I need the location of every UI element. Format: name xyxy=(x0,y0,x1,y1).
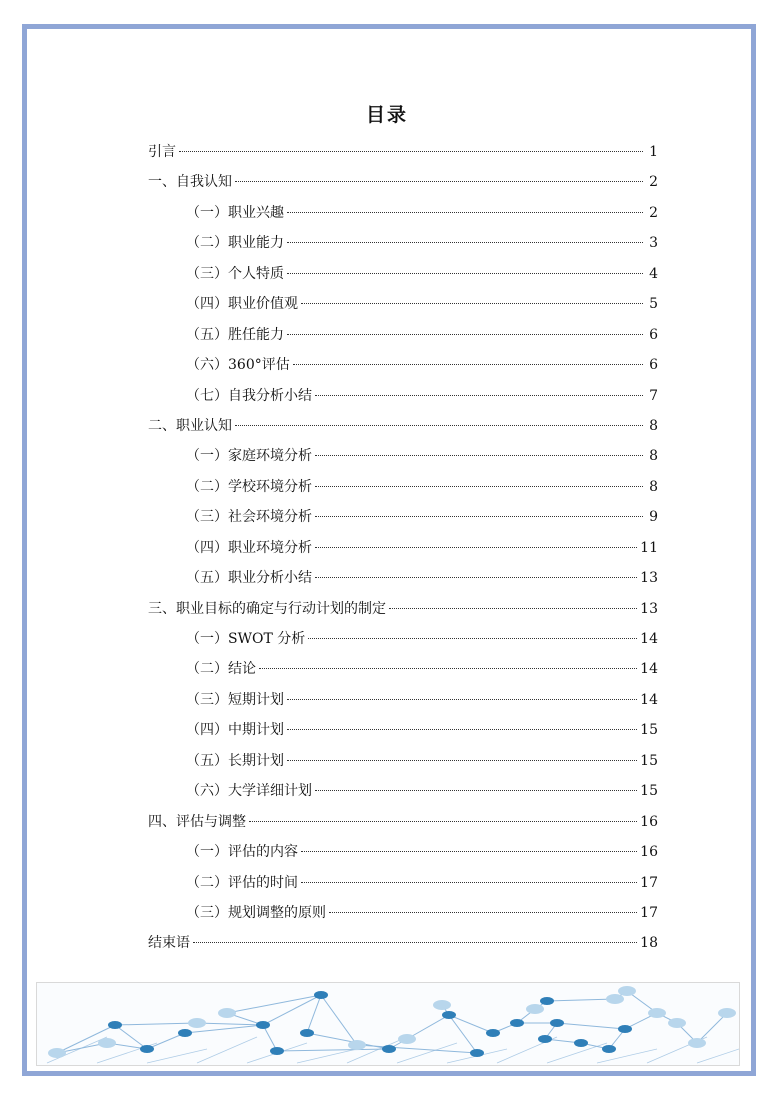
toc-entry[interactable] xyxy=(148,536,658,566)
toc-leader-dots xyxy=(301,303,643,304)
toc-entry-label: 引言 xyxy=(148,144,176,160)
toc-leader-dots xyxy=(259,668,637,669)
toc-entry[interactable] xyxy=(148,444,658,474)
toc-entry[interactable] xyxy=(148,262,658,292)
network-edge xyxy=(147,1049,207,1063)
toc-leader-dots xyxy=(179,151,643,152)
network-node xyxy=(314,991,328,999)
toc-entry[interactable] xyxy=(148,475,658,505)
toc-entry-label: （二）结论 xyxy=(186,661,256,678)
network-edge xyxy=(263,1025,277,1051)
network-node xyxy=(486,1029,500,1037)
toc-entry-label: （二）评估的时间 xyxy=(186,874,298,891)
network-node xyxy=(538,1035,552,1043)
toc-entry[interactable] xyxy=(148,292,658,322)
toc-entry-label: （一）家庭环境分析 xyxy=(186,448,312,465)
toc-page-number: 8 xyxy=(649,448,658,465)
network-edge xyxy=(407,1015,449,1039)
toc-entry-label: （六）大学详细计划 xyxy=(186,783,312,800)
toc-entry[interactable] xyxy=(148,627,658,657)
toc-entry-label: （五）长期计划 xyxy=(186,752,284,769)
network-node xyxy=(618,986,636,996)
toc-entry-label: （六）360°评估 xyxy=(186,357,290,374)
toc-entry-label: （四）职业环境分析 xyxy=(186,539,312,556)
network-node xyxy=(382,1045,396,1053)
network-node xyxy=(540,997,554,1005)
network-node xyxy=(526,1004,544,1014)
network-node xyxy=(348,1040,366,1050)
network-edge xyxy=(557,1023,625,1029)
toc-page-number: 6 xyxy=(649,357,658,374)
toc-page-number: 13 xyxy=(640,600,658,617)
toc-entry[interactable] xyxy=(148,140,658,170)
toc-entry[interactable] xyxy=(148,414,658,444)
toc-page-number: 14 xyxy=(640,631,658,647)
network-edge xyxy=(297,1049,357,1063)
toc-entry-label: （三）个人特质 xyxy=(186,265,284,282)
toc-page-number: 14 xyxy=(640,661,658,678)
network-node xyxy=(108,1021,122,1029)
network-node xyxy=(218,1008,236,1018)
toc-entry[interactable] xyxy=(148,201,658,231)
toc-entry-label: 二、职业认知 xyxy=(148,417,232,434)
toc-entry[interactable] xyxy=(148,505,658,535)
toc-page-number: 17 xyxy=(640,874,658,891)
toc-entry-label: （七）自我分析小结 xyxy=(186,387,312,404)
toc-entry[interactable] xyxy=(148,657,658,687)
toc-leader-dots xyxy=(389,608,637,609)
network-node xyxy=(98,1038,116,1048)
toc-page-number: 18 xyxy=(640,935,658,952)
toc-entry[interactable] xyxy=(148,384,658,414)
network-node xyxy=(433,1000,451,1010)
toc-entry[interactable] xyxy=(148,901,658,931)
toc-entry[interactable] xyxy=(148,779,658,809)
toc-page-number: 1 xyxy=(649,144,658,160)
toc-leader-dots xyxy=(301,882,637,883)
network-edge xyxy=(227,995,321,1013)
toc-leader-dots xyxy=(315,486,643,487)
network-node xyxy=(188,1018,206,1028)
toc-leader-dots xyxy=(287,729,637,730)
toc-page-number: 7 xyxy=(649,387,658,404)
network-decoration-banner xyxy=(36,982,740,1066)
network-node xyxy=(178,1029,192,1037)
toc-leader-dots xyxy=(249,821,637,822)
toc-leader-dots xyxy=(287,760,637,761)
network-edge xyxy=(147,1033,185,1049)
toc-entry[interactable] xyxy=(148,749,658,779)
toc-page-number: 9 xyxy=(649,509,658,526)
toc-page-number: 15 xyxy=(640,722,658,739)
network-node xyxy=(718,1008,736,1018)
network-edge xyxy=(547,999,615,1001)
toc-leader-dots xyxy=(235,425,643,426)
network-node xyxy=(470,1049,484,1057)
network-node xyxy=(48,1048,66,1058)
network-edge xyxy=(277,1049,389,1051)
toc-page-number: 2 xyxy=(649,204,658,221)
toc-entry[interactable] xyxy=(148,871,658,901)
toc-leader-dots xyxy=(329,912,637,913)
toc-entry-label: （四）职业价值观 xyxy=(186,296,298,313)
toc-leader-dots xyxy=(287,273,643,274)
toc-entry-label: （二）学校环境分析 xyxy=(186,478,312,495)
network-node xyxy=(668,1018,686,1028)
toc-page-number: 13 xyxy=(640,570,658,587)
toc-entry-label: （一）评估的内容 xyxy=(186,844,298,861)
toc-entry-label: （三）短期计划 xyxy=(186,691,284,708)
toc-leader-dots xyxy=(293,364,643,365)
network-node xyxy=(510,1019,524,1027)
network-edge xyxy=(397,1043,457,1063)
toc-entry[interactable] xyxy=(148,931,658,961)
toc-entry[interactable] xyxy=(148,810,658,840)
network-edge xyxy=(197,1037,257,1063)
toc-page-number: 15 xyxy=(640,783,658,800)
network-node xyxy=(256,1021,270,1029)
network-edge xyxy=(321,995,357,1045)
toc-entry-label: （三）社会环境分析 xyxy=(186,509,312,526)
toc-page-number: 16 xyxy=(640,844,658,861)
toc-title: 目录 xyxy=(365,104,408,126)
toc-entry[interactable] xyxy=(148,688,658,718)
network-edge xyxy=(263,995,321,1025)
network-node xyxy=(550,1019,564,1027)
toc-entry-label: （三）规划调整的原则 xyxy=(186,904,326,921)
toc-entry[interactable] xyxy=(148,566,658,596)
network-node xyxy=(618,1025,632,1033)
toc-page-number: 4 xyxy=(649,265,658,282)
toc-page-number: 14 xyxy=(640,691,658,708)
network-graphic xyxy=(37,983,739,1065)
network-node xyxy=(648,1008,666,1018)
toc-entry[interactable] xyxy=(148,597,658,627)
toc-page-number: 3 xyxy=(649,235,658,252)
network-node xyxy=(442,1011,456,1019)
toc-leader-dots xyxy=(315,395,643,396)
table-of-contents xyxy=(148,140,658,962)
toc-entry-label: （一）职业兴趣 xyxy=(186,204,284,221)
toc-leader-dots xyxy=(301,851,637,852)
toc-leader-dots xyxy=(287,699,637,700)
network-node xyxy=(606,994,624,1004)
toc-entry[interactable] xyxy=(148,323,658,353)
toc-page-number: 2 xyxy=(649,174,658,191)
toc-leader-dots xyxy=(315,577,637,578)
toc-page-number: 16 xyxy=(640,813,658,830)
toc-page-number: 8 xyxy=(649,417,658,434)
network-node xyxy=(270,1047,284,1055)
toc-entry-label: 结束语 xyxy=(148,935,190,952)
toc-leader-dots xyxy=(287,212,643,213)
toc-entry[interactable] xyxy=(148,840,658,870)
toc-entry[interactable] xyxy=(148,170,658,200)
toc-entry[interactable] xyxy=(148,353,658,383)
network-edge xyxy=(115,1023,197,1025)
toc-entry-label: 四、评估与调整 xyxy=(148,813,246,830)
toc-leader-dots xyxy=(235,181,643,182)
toc-entry-label: （五）职业分析小结 xyxy=(186,570,312,587)
network-node xyxy=(140,1045,154,1053)
toc-page-number: 15 xyxy=(640,752,658,769)
toc-entry[interactable] xyxy=(148,231,658,261)
toc-page-number: 6 xyxy=(649,326,658,343)
toc-page-number: 11 xyxy=(640,539,658,556)
toc-entry-label: （四）中期计划 xyxy=(186,722,284,739)
toc-leader-dots xyxy=(308,638,637,639)
toc-entry[interactable] xyxy=(148,718,658,748)
network-edge xyxy=(197,1023,263,1025)
network-node xyxy=(688,1038,706,1048)
toc-entry-label: （五）胜任能力 xyxy=(186,326,284,343)
toc-leader-dots xyxy=(315,455,643,456)
toc-leader-dots xyxy=(287,334,643,335)
toc-entry-label: 三、职业目标的确定与行动计划的制定 xyxy=(148,600,386,617)
network-node xyxy=(602,1045,616,1053)
toc-leader-dots xyxy=(193,942,637,943)
network-edge xyxy=(697,1013,727,1043)
toc-entry-label: 一、自我认知 xyxy=(148,174,232,191)
toc-entry-label: （一）SWOT 分析 xyxy=(186,631,306,647)
toc-page-number: 17 xyxy=(640,904,658,921)
toc-leader-dots xyxy=(315,516,643,517)
network-node xyxy=(398,1034,416,1044)
toc-leader-dots xyxy=(315,547,637,548)
toc-leader-dots xyxy=(315,790,637,791)
toc-page-number: 8 xyxy=(649,478,658,495)
network-node xyxy=(300,1029,314,1037)
network-node xyxy=(574,1039,588,1047)
toc-page-number: 5 xyxy=(649,296,658,313)
toc-entry-label: （二）职业能力 xyxy=(186,235,284,252)
toc-leader-dots xyxy=(287,242,643,243)
